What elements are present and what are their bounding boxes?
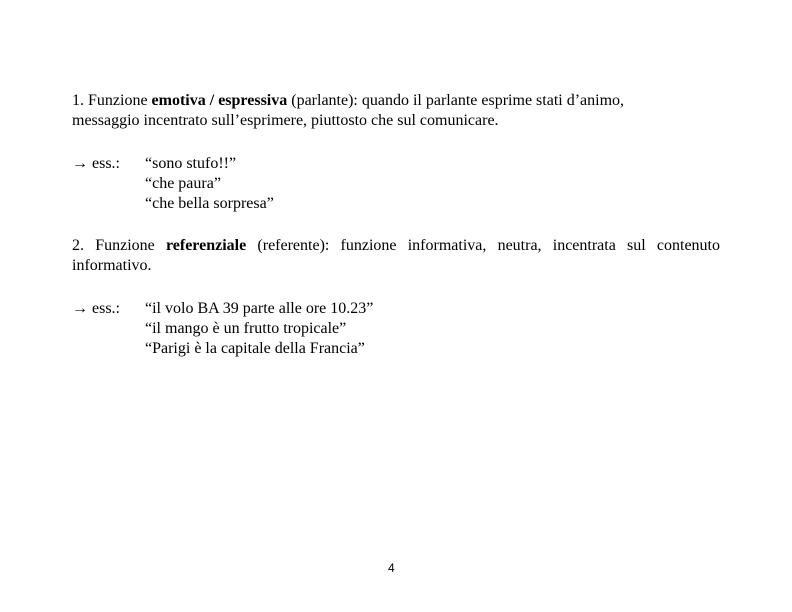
section-1-line-2: messaggio incentrato sull’esprimere, piuttosto che sul comunicare. — [72, 112, 499, 129]
section-1-line-1 — [72, 91, 720, 111]
section-1-rest: (parlante): quando il parlante esprime stati d’animo, — [291, 92, 625, 109]
example-item: “sono stufo!!” — [145, 155, 237, 172]
section-2-number: 2. — [72, 237, 84, 254]
example-item: “che bella sorpresa” — [145, 195, 274, 212]
section-1-term-emotiva: emotiva — [151, 92, 206, 109]
page-number: 4 — [388, 561, 395, 575]
example-item: “Parigi è la capitale della Francia” — [145, 340, 365, 357]
examples-1-list — [145, 154, 274, 214]
example-item: “il mango è un frutto tropicale” — [145, 320, 347, 337]
section-1-pre: Funzione — [88, 92, 148, 109]
example-item: “che paura” — [145, 175, 221, 192]
section-1-term-espressiva: espressiva — [218, 92, 288, 109]
section-1-separator: / — [209, 92, 215, 109]
example-item: “il volo BA 39 parte alle ore 10.23” — [145, 300, 374, 317]
section-2-term-referenziale: referenziale — [165, 237, 247, 254]
section-2-rest: (referente): funzione informativa, neutra, incentrata sul contenuto informativo. — [72, 237, 720, 274]
section-2-pre: Funzione — [95, 237, 155, 254]
section-2-paragraph — [72, 236, 720, 276]
examples-2-label: → ess.: — [72, 300, 120, 317]
examples-2-list — [145, 299, 373, 359]
section-1-paragraph — [72, 91, 720, 131]
section-1-number: 1. — [72, 92, 84, 109]
examples-1-label: → ess.: — [72, 155, 120, 172]
